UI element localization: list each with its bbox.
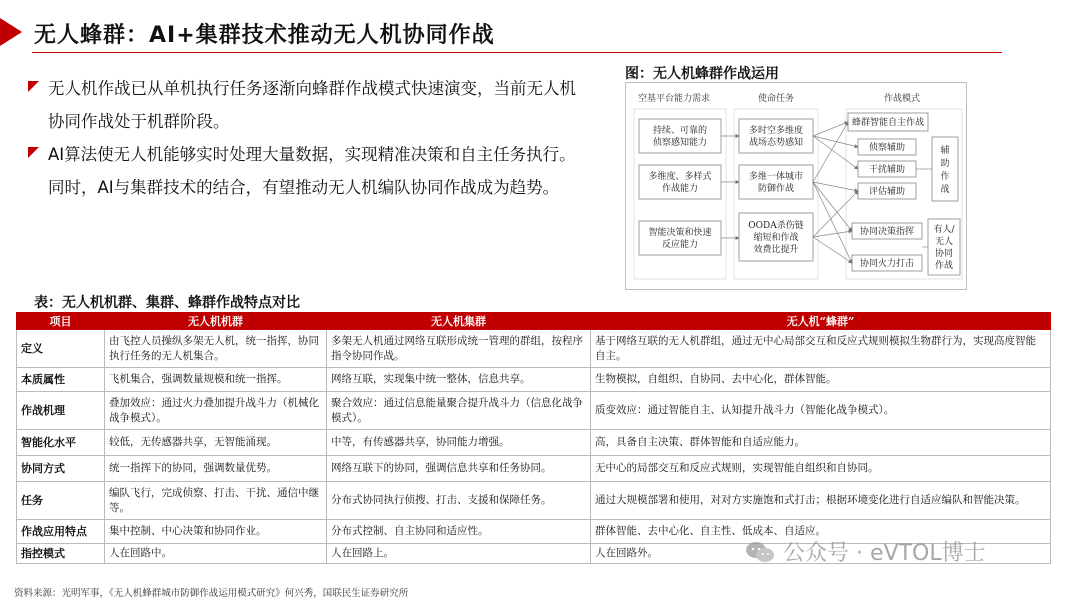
table-cell: 基于网络互联的无人机群组，通过无中心局部交互和反应式规则模拟生物群行为，实现高度智能自主。 bbox=[591, 330, 1051, 368]
wechat-logo-icon bbox=[745, 541, 775, 563]
table-cell: 高，具备自主决策、群体智能和自适应能力。 bbox=[591, 430, 1051, 456]
table-cell: 无中心的局部交互和反应式规则，实现智能自组织和自协同。 bbox=[591, 456, 1051, 482]
source-note: 资料来源：光明军事，《无人机蜂群城市防御作战运用模式研究》何兴秀，国联民生证券研究所 bbox=[14, 588, 409, 599]
mission-text: 战场态势感知 bbox=[748, 138, 804, 148]
table-cell: 叠加效应：通过火力叠加提升战斗力（机械化战争模式）。 bbox=[105, 392, 327, 430]
mode-text: 评估辅助 bbox=[868, 187, 906, 197]
table-cell: 人在回路外。 bbox=[591, 544, 1051, 564]
table-row bbox=[17, 482, 1051, 520]
mission-text: 多维一体城市 bbox=[748, 172, 804, 182]
title-divider bbox=[32, 52, 1002, 53]
table-cell: 分布式控制、自主协同和适应性。 bbox=[327, 520, 591, 544]
mode-text: 蜂群智能自主作战 bbox=[851, 118, 925, 128]
table-header-cell: 无人机机群 bbox=[105, 313, 327, 330]
table-cell: 飞机集合，强调数量规模和统一指挥。 bbox=[105, 368, 327, 392]
table-cell: 集中控制、中心决策和协同作业。 bbox=[105, 520, 327, 544]
table-cell: 网络互联下的协同，强调信息共享和任务协同。 bbox=[327, 456, 591, 482]
table-cell: 质变效应：通过智能自主、认知提升战斗力（智能化战争模式）。 bbox=[591, 392, 1051, 430]
bullet-text: 无人机作战已从单机执行任务逐渐向蜂群作战模式快速演变，当前无人机协同作战处于机群阶段。 bbox=[48, 79, 576, 131]
bullet-triangle-icon bbox=[28, 81, 39, 92]
mode-text: 侦察辅助 bbox=[868, 143, 906, 153]
table-row bbox=[17, 456, 1051, 482]
table-cell: 中等，有传感器共享，协同能力增强。 bbox=[327, 430, 591, 456]
table-cell: 编队飞行，完成侦察、打击、干扰、通信中继等。 bbox=[105, 482, 327, 520]
capability-text: 多维度、多样式 bbox=[648, 172, 712, 182]
table-header-row bbox=[17, 313, 1051, 330]
capability-text: 持续、可靠的 bbox=[652, 126, 708, 136]
side-label-text: 助 bbox=[940, 159, 950, 169]
mission-text: 缩短和作战 bbox=[753, 233, 799, 243]
capability-text: 智能决策和快速 bbox=[648, 228, 712, 238]
capability-text: 侦察感知能力 bbox=[652, 138, 708, 148]
table-cell: 群体智能、去中心化、自主性、低成本、自适应。 bbox=[591, 520, 1051, 544]
row-header-cell: 智能化水平 bbox=[17, 430, 105, 456]
table-header-cell: 无人机“蜂群” bbox=[591, 313, 1051, 330]
table-row bbox=[17, 392, 1051, 430]
table-cell: 分布式协同执行侦搜、打击、支援和保障任务。 bbox=[327, 482, 591, 520]
table-cell: 生物模拟，自组织、自协同、去中心化，群体智能。 bbox=[591, 368, 1051, 392]
mission-text: OODA杀伤链 bbox=[748, 221, 804, 231]
table-cell: 通过大规模部署和使用，对对方实施饱和式打击；根据环境变化进行自适应编队和智能决策。 bbox=[591, 482, 1051, 520]
table-cell: 统一指挥下的协同，强调数量优势。 bbox=[105, 456, 327, 482]
mode-text: 干扰辅助 bbox=[868, 165, 906, 175]
side-label-text: 战 bbox=[940, 185, 950, 195]
table-cell: 网络互联，实现集中统一整体，信息共享。 bbox=[327, 368, 591, 392]
side-label-text: 辅 bbox=[940, 146, 950, 156]
comparison-table bbox=[16, 312, 1051, 564]
diagram-col-header: 使命任务 bbox=[758, 94, 795, 104]
bullet-item bbox=[28, 72, 588, 138]
mission-text: 效费比提升 bbox=[753, 245, 799, 255]
table-row bbox=[17, 430, 1051, 456]
row-header-cell: 任务 bbox=[17, 482, 105, 520]
row-header-cell: 协同方式 bbox=[17, 456, 105, 482]
row-header-cell: 作战机理 bbox=[17, 392, 105, 430]
side-label-text: 无人 bbox=[934, 237, 954, 247]
table-header-cell: 无人机集群 bbox=[327, 313, 591, 330]
table-cell: 由飞控人员操纵多架无人机，统一指挥，协同执行任务的无人机集合。 bbox=[105, 330, 327, 368]
table-cell: 人在回路中。 bbox=[105, 544, 327, 564]
mode-text: 协同决策指挥 bbox=[859, 227, 915, 237]
side-label-text: 作 bbox=[940, 172, 950, 182]
mission-text: 防御作战 bbox=[757, 184, 795, 194]
mode-text: 协同火力打击 bbox=[859, 259, 915, 269]
table-cell: 人在回路上。 bbox=[327, 544, 591, 564]
mission-text: 多时空多维度 bbox=[748, 126, 804, 136]
row-header-cell: 指控模式 bbox=[17, 544, 105, 564]
bullet-text: AI算法使无人机能够实时处理大量数据，实现精准决策和自主任务执行。同时，AI与集群技术的结合，有望推动无人机编队协同作战成为趋势。 bbox=[48, 145, 576, 197]
side-label-text: 有人/ bbox=[933, 225, 955, 235]
diagram-svg bbox=[626, 83, 966, 289]
side-label-text: 协同 bbox=[934, 249, 954, 259]
capability-text: 作战能力 bbox=[661, 184, 699, 194]
bullet-list bbox=[28, 72, 588, 204]
table-cell: 聚合效应：通过信息能量聚合提升战斗力（信息化战争模式）。 bbox=[327, 392, 591, 430]
watermark bbox=[745, 536, 986, 567]
diagram-col-header: 空基平台能力需求 bbox=[638, 94, 711, 104]
table-row bbox=[17, 330, 1051, 368]
capability-text: 反应能力 bbox=[661, 240, 699, 250]
side-label-text: 作战 bbox=[934, 261, 954, 271]
diagram-col-header: 作战模式 bbox=[884, 94, 921, 104]
row-header-cell: 本质属性 bbox=[17, 368, 105, 392]
watermark-text: 公众号 · eVTOL博士 bbox=[783, 541, 986, 566]
page-title: 无人蜂群：AI+集群技术推动无人机协同作战 bbox=[34, 23, 495, 48]
swarm-operation-diagram bbox=[625, 82, 967, 290]
title-triangle-icon bbox=[0, 18, 22, 46]
table-cell: 较低，无传感器共享，无智能涌现。 bbox=[105, 430, 327, 456]
bullet-triangle-icon bbox=[28, 147, 39, 158]
table-cell: 多架无人机通过网络互联形成统一管理的群组，按程序指令协同作战。 bbox=[327, 330, 591, 368]
figure-title: 图：无人机蜂群作战运用 bbox=[625, 66, 779, 82]
row-header-cell: 作战应用特点 bbox=[17, 520, 105, 544]
table-row bbox=[17, 368, 1051, 392]
row-header-cell: 定义 bbox=[17, 330, 105, 368]
table-header-cell: 项目 bbox=[17, 313, 105, 330]
bullet-item bbox=[28, 138, 588, 204]
table-title: 表：无人机机群、集群、蜂群作战特点对比 bbox=[34, 295, 300, 311]
